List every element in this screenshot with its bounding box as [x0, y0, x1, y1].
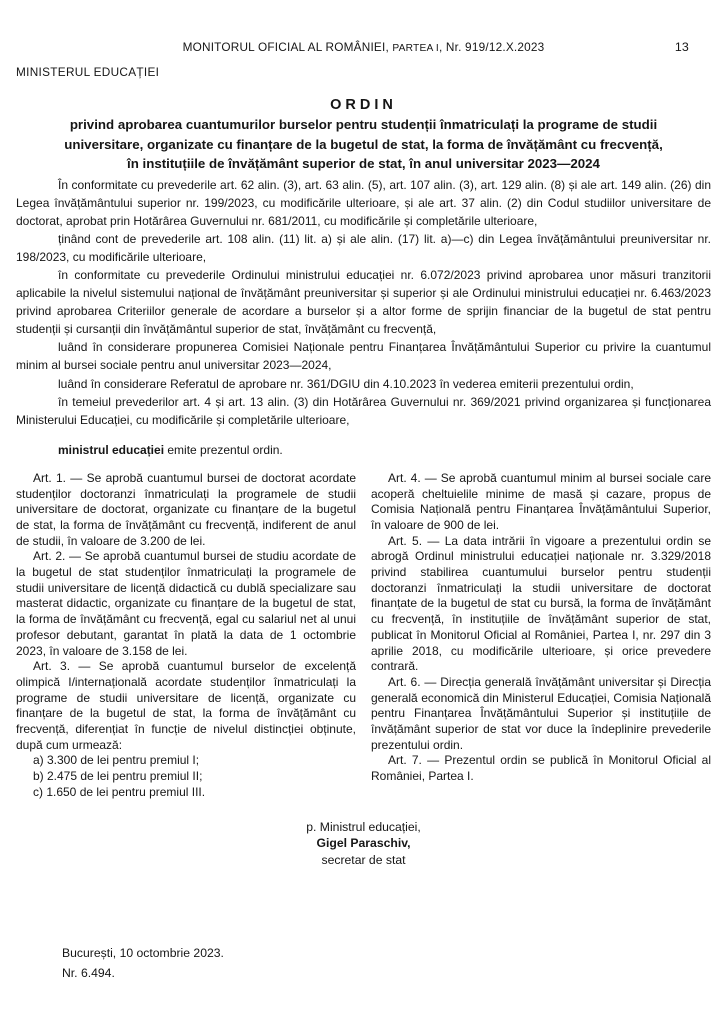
article-3: Art. 3. — Se aprobă cuantumul burselor de excelență olimpică I/internațională acordate studenților înmatriculați la programe de studii universitare de licență, organizate cu finanțare de la bugetul de stat, la forma de învățământ cu frecvență, diferențiat în funcție de nivelul distincției obținute, după cum urmează: — [16, 659, 356, 752]
order-heading: ORDIN — [330, 97, 397, 113]
article-3-item-c: c) 1.650 de lei pentru premiul III. — [33, 784, 206, 799]
preamble-paragraph-1: În conformitate cu prevederile art. 62 alin. (3), art. 63 alin. (5), art. 107 alin. (3), art. 129 alin. (8) și ale art. 149 alin. (26) din Legea învățământului superior nr. 199/2023, cu modificările ulterioare, și ale art. 37 alin. (2) din Codul studiilor universitare de doctorat, aprobat prin Hotărârea Guvernului nr. 681/2011, cu modificările și completările ulterioare, — [16, 177, 711, 228]
enacting-minister-bold: ministrul educației — [58, 442, 165, 457]
articles-columns — [16, 471, 711, 801]
article-4: Art. 4. — Se aprobă cuantumul minim al bursei sociale care acoperă cheltuielile minime de masă și cazare, propus de Comisia Națională pentru Finanțarea Învățământului Superior, în valoare de 900 de lei. — [371, 470, 711, 532]
article-3-item-b: b) 2.475 de lei pentru premiul II; — [33, 769, 203, 784]
issuer-name: MINISTERUL EDUCAȚIEI — [16, 65, 160, 79]
preamble-paragraph-4: luând în considerare propunerea Comisiei Naționale pentru Finanțarea Învățământului Superior cu privire la cuantumul minim al bursei sociale pentru anul universitar 2023—2024, — [16, 340, 711, 373]
signature-block — [16, 819, 711, 869]
preamble-paragraph-6: în temeiul prevederilor art. 4 și art. 13 alin. (3) din Hotărârea Guvernului nr. 369/2021 privind organizarea și funcționarea Ministerului Educației, cu modificările și completările ulterioare, — [16, 394, 711, 427]
preamble-paragraph-2: ținând cont de prevederile art. 108 alin. (11) lit. a) și ale alin. (17) lit. a)—c) din Legea învățământului preuniversitar nr. 198/2023, cu modificările ulterioare, — [16, 231, 711, 264]
enacting-clause — [16, 443, 711, 457]
masthead-partea: PARTEA I — [392, 43, 439, 54]
masthead-journal-name: MONITORUL OFICIAL AL ROMÂNIEI, — [182, 40, 393, 54]
enacting-rest: emite prezentul ordin. — [164, 442, 283, 457]
articles-column-right — [371, 471, 711, 801]
order-title-line-3: în instituțiile de învățământ superior de stat, în anul universitar 2023—2024 — [127, 156, 600, 171]
article-1: Art. 1. — Se aprobă cuantumul bursei de doctorat acordate studenților doctoranzi înmatriculați la programele de studii universitare de doctorat, organizate cu finanțare de la bugetul de stat, la forma de învățământ cu frecvență, indiferent de anul de studii, în valoare de 3.200 de lei. — [16, 470, 356, 548]
preamble-paragraph-5: luând în considerare Referatul de aprobare nr. 361/DGIU din 4.10.2023 în vederea emiterii prezentului ordin, — [58, 376, 634, 391]
preamble-paragraph-3: în conformitate cu prevederile Ordinului ministrului educației nr. 6.072/2023 privind aprobarea unor măsuri tranzitorii aplicabile la nivelul sistemului național de învățământ preuniversitar și superior și ale Ordinului ministrului educației nr. 6.463/2023 privind aprobarea Criteriilor generale de acordare a burselor și a altor forme de sprijin financiar de la bugetul de stat pentru studenții și cursanții din învățământul superior de stat, învățământ cu frecvență, — [16, 267, 711, 337]
article-2: Art. 2. — Se aprobă cuantumul bursei de studiu acordate de la bugetul de stat studenților înmatriculați la programele de studii universitare de licență didactică cu dublă specializare sau masterat didactic, organizate cu finanțare de la bugetul de stat, la forma de învățământ cu frecvență, egal cu salariul net al unui profesor debutant, garantat în plată la data de 1 octombrie 2023, în valoare de 3.158 de lei. — [16, 549, 356, 658]
order-number: Nr. 6.494. — [62, 965, 115, 980]
order-title — [16, 115, 711, 174]
masthead-issue-number: , Nr. 919/12.X.2023 — [438, 40, 545, 54]
articles-column-left — [16, 471, 356, 801]
issue-footer — [62, 944, 224, 983]
signature-name: Gigel Paraschiv, — [316, 836, 411, 851]
article-7: Art. 7. — Prezentul ordin se publică în Monitorul Oficial al României, Partea I. — [371, 753, 711, 784]
page-number: 13 — [674, 40, 689, 54]
order-title-line-2: universitare, organizate cu finanțare de la bugetul de stat, la forma de învățământ cu frecvență, — [64, 136, 663, 152]
article-6: Art. 6. — Direcția generală învățământ universitar și Direcția generală economică din Ministerul Educației, Comisia Națională pentru Finanțarea Învățământului Superior și instituțiile de învățământ superior de stat vor duce la îndeplinire prevederile prezentului ordin. — [371, 674, 711, 752]
article-5: Art. 5. — La data intrării în vigoare a prezentului ordin se abrogă Ordinul ministrului educației naționale nr. 3.329/2018 privind stabilirea cuantumului burselor pentru studenții doctoranzi înmatriculați la studii universitare de doctorat finanțate de la bugetul de stat cu bursă, la forma de învățământ cu frecvență, în instituțiile de învățământ superior de stat, publicat în Monitorul Oficial al României, Partea I, nr. 297 din 3 aprilie 2018, cu modificările ulterioare, și orice prevedere contrară. — [371, 533, 711, 674]
order-title-line-1: privind aprobarea cuantumurilor burselor pentru studenții înmatriculați la programe de studii — [69, 117, 658, 132]
preamble — [16, 176, 711, 429]
issue-place-date: București, 10 octombrie 2023. — [62, 946, 224, 960]
signature-title: secretar de stat — [321, 853, 406, 868]
signature-for-line: p. Ministrul educației, — [306, 819, 421, 834]
article-3-item-a: a) 3.300 de lei pentru premiul I; — [33, 753, 200, 768]
masthead — [16, 40, 711, 54]
